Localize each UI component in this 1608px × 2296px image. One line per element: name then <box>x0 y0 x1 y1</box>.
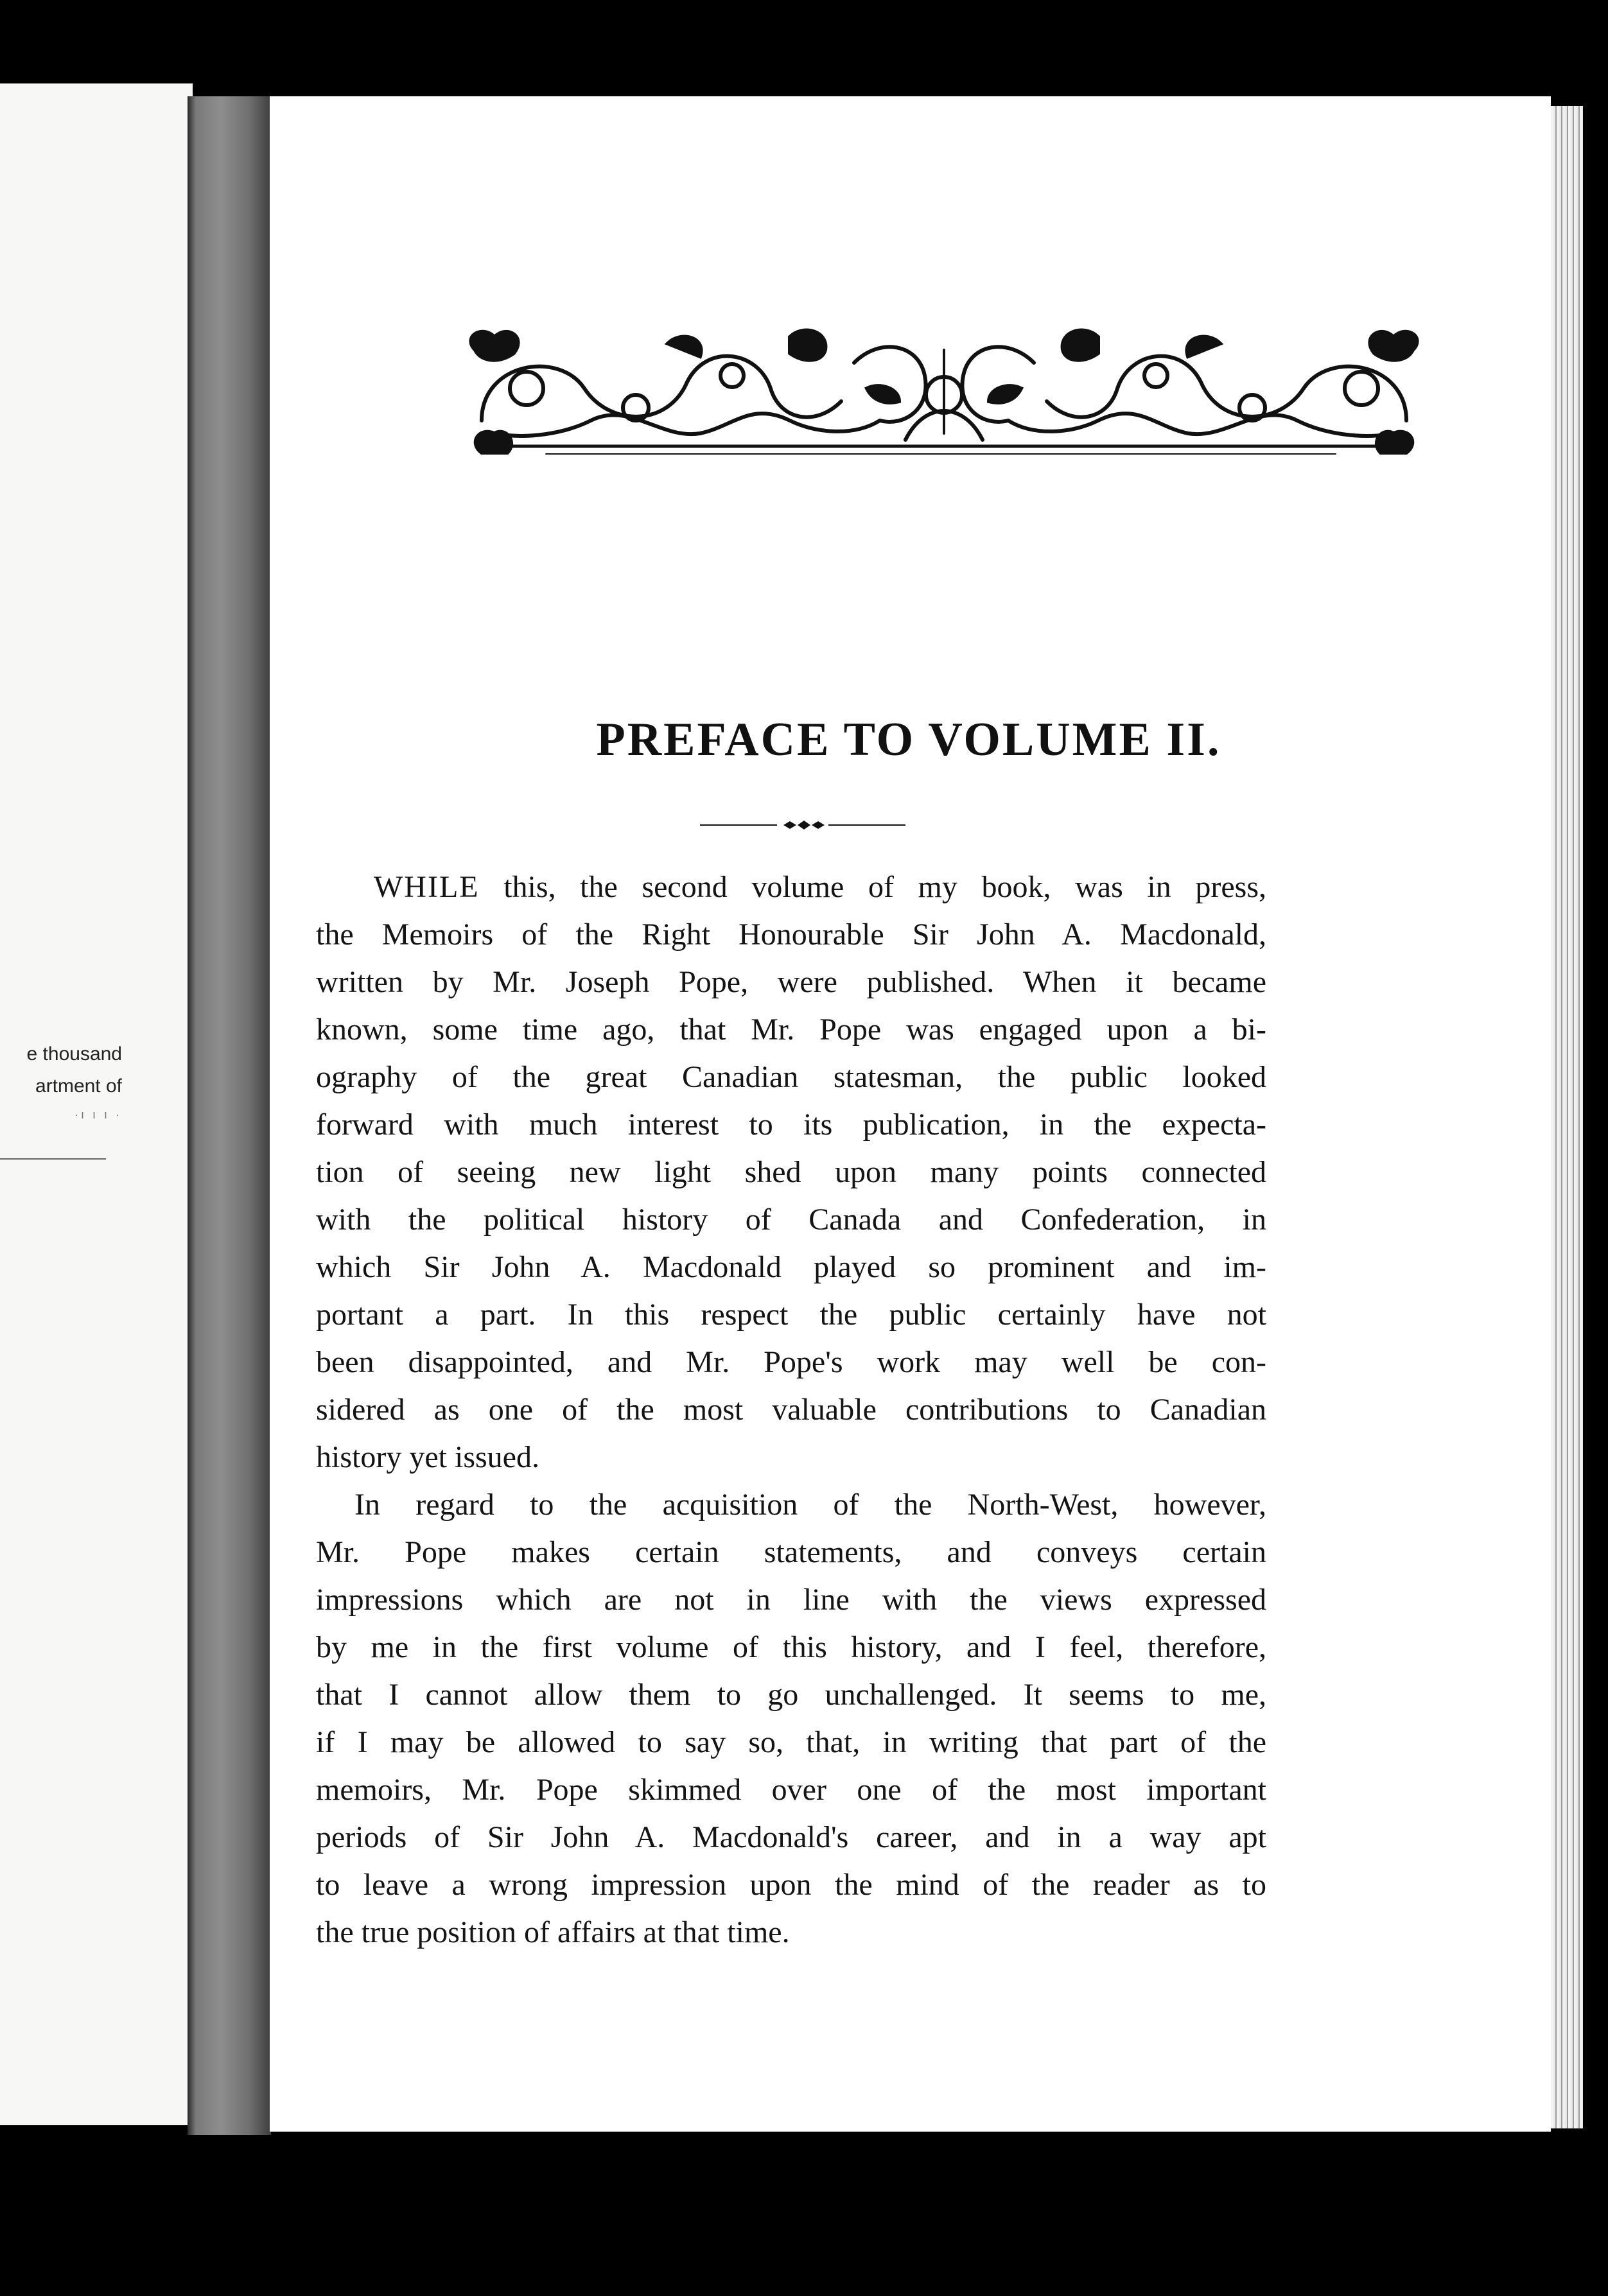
text-line: that I cannot allow them to go unchallenged. It seems to me, <box>316 1678 1266 1712</box>
text-line: if I may be allowed to say so, that, in writing that part of the <box>316 1725 1266 1759</box>
text-line: the true position of affairs at that time. <box>316 1915 790 1949</box>
left-page-text-line: e thousand <box>26 1043 122 1065</box>
text-line: In regard to the acquisition of the North-West, however, <box>354 1488 1266 1522</box>
text-line: written by Mr. Joseph Pope, were published. When it became <box>316 965 1266 999</box>
paragraph-2 <box>316 1481 1266 1956</box>
text-line: ography of the great Canadian statesman, the public looked <box>316 1060 1266 1094</box>
left-page-rule <box>0 1158 106 1160</box>
text-line: WHILE this, the second volume of my book, was in press, <box>374 870 1266 904</box>
text-line: impressions which are not in line with the views expressed <box>316 1583 1266 1617</box>
page-edges <box>1548 106 1583 2128</box>
book-gutter <box>188 96 271 2135</box>
text-line: memoirs, Mr. Pope skimmed over one of the most important <box>316 1773 1266 1807</box>
text-line: forward with much interest to its publication, in the expecta- <box>316 1108 1266 1142</box>
text-line: tion of seeing new light shed upon many points connected <box>316 1155 1266 1189</box>
text-line: to leave a wrong impression upon the mind of the reader as to <box>316 1868 1266 1902</box>
right-page <box>270 96 1551 2132</box>
title-divider <box>700 819 905 831</box>
text-line: portant a part. In this respect the public certainly have not <box>316 1298 1266 1332</box>
paragraph-1 <box>316 864 1266 1481</box>
decorative-headpiece-ornament <box>456 324 1432 462</box>
text-line: known, some time ago, that Mr. Pope was engaged upon a bi- <box>316 1013 1266 1047</box>
left-page-fragment <box>0 83 193 2125</box>
drop-word: WHILE <box>374 870 480 904</box>
text-line: which Sir John A. Macdonald played so prominent and im- <box>316 1250 1266 1284</box>
text-line: periods of Sir John A. Macdonald's career, and in a way apt <box>316 1820 1266 1854</box>
text-line: by me in the first volume of this history, and I feel, therefore, <box>316 1630 1266 1664</box>
left-page-text-line: ·ı ı ı · <box>74 1108 122 1121</box>
text-line: history yet issued. <box>316 1440 539 1474</box>
text-line: Mr. Pope makes certain statements, and conveys certain <box>316 1535 1266 1569</box>
text-line: the Memoirs of the Right Honourable Sir John A. Macdonald, <box>316 918 1266 952</box>
page-title: PREFACE TO VOLUME II. <box>596 713 1221 766</box>
text-line: been disappointed, and Mr. Pope's work may well be con- <box>316 1345 1266 1379</box>
preface-body <box>316 864 1266 1956</box>
text-line: with the political history of Canada and Confederation, in <box>316 1203 1266 1237</box>
left-page-text-line: artment of <box>35 1075 122 1097</box>
text-line: sidered as one of the most valuable contributions to Canadian <box>316 1393 1266 1427</box>
